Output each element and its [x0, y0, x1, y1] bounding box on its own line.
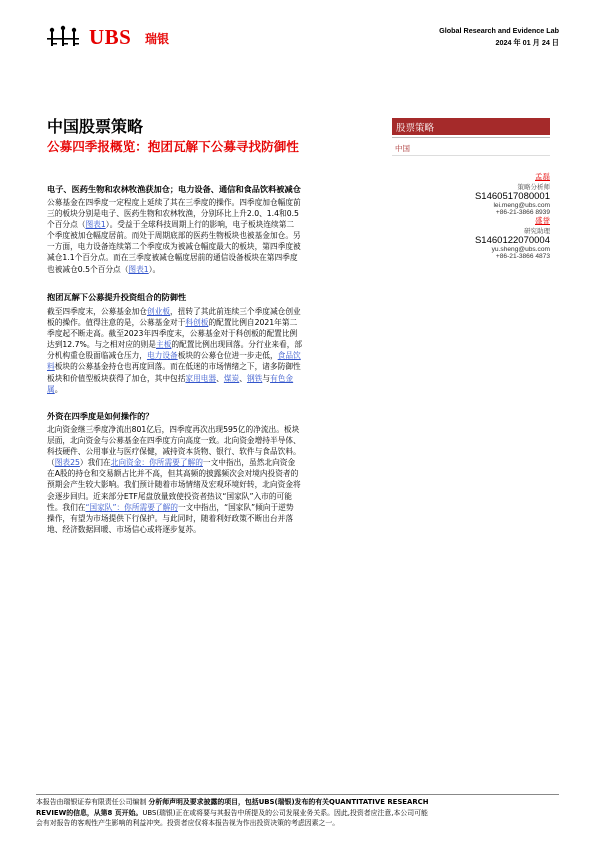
region-label: 中国	[395, 144, 410, 153]
inline-link[interactable]: 家用电器	[185, 373, 217, 383]
report-date: 2024 年 01 月 24 日	[495, 38, 559, 47]
inline-link[interactable]: 有色金	[270, 373, 294, 383]
disclaimer-bold: 分析师声明及要求披露的项目，包括UBS(瑞银)发布的有关QUANTITATIVE RESEARCH	[148, 798, 429, 806]
inline-link[interactable]: 煤炭	[223, 373, 240, 383]
text-line: 减仓1.1个百分点。而在三季度被减仓幅度居前的通信设备板块在第四季度	[47, 253, 298, 263]
disclaimer-bold: REVIEW的信息，从第8 页开始。	[36, 808, 143, 817]
inline-link[interactable]: 食品饮	[277, 351, 301, 361]
section-heading: 电子、医药生物和农林牧渔获加仓；电力设备、通信和食品饮料被减仓	[47, 184, 301, 194]
inline-link[interactable]: 创业板	[146, 307, 171, 316]
section-heading: 外资在四季度是如何操作的？	[47, 411, 154, 421]
category-tag	[392, 118, 550, 135]
text-line: 板块和价值型板块获得了加仓，其中包括家用电器、煤炭、钢铁与有色金	[47, 373, 294, 383]
text-line: 操作，有望为市场提供下行保护。与此同时，随着利好政策不断出台并落	[47, 513, 294, 523]
text-line: 会逐步回归。近来部分ETF尾盘放量致使投资者热议“国家队”入市的可能	[47, 491, 292, 501]
inline-link[interactable]: 图表25	[54, 458, 80, 468]
section-body	[47, 306, 352, 395]
section-body	[47, 197, 352, 275]
inline-link[interactable]: 钢铁	[246, 373, 263, 383]
analyst-email[interactable]: lei.meng@ubs.com	[493, 202, 550, 209]
analyst-phone: +86-21-3866 4873	[495, 253, 550, 260]
analyst-name[interactable]: 盛誉	[535, 216, 550, 225]
text-line: 在A股的持仓和交易额占比并不高，但其高频的披露频次会对境内投资者的	[47, 469, 299, 479]
analyst-card	[475, 215, 550, 260]
brand-name: UBS	[89, 25, 132, 49]
analyst-role: 研究助理	[524, 228, 550, 235]
brand-name-cn: 瑞银	[145, 32, 170, 46]
inline-link[interactable]: 图表1	[85, 220, 106, 230]
text-line: 性。我们在“国家队”：你所需要了解的一文中指出，“国家队”倾向于逆势	[47, 502, 294, 512]
text-line: 达到12.7%。与之相对应的则是主板的配置比例出现回落。分行业来看，部	[47, 340, 303, 350]
inline-link[interactable]: 科创板	[185, 318, 209, 328]
text-line: 季度起不断走高。截至2023年四季度末，公募基金对于科创板的配置比例	[47, 329, 298, 339]
inline-link[interactable]: 料	[47, 362, 55, 372]
research-lab-label: Global Research and Evidence Lab	[439, 26, 559, 35]
disclaimer-text: 本报告由瑞银证券有限责任公司编制	[36, 798, 149, 806]
text-line: 板的操作。值得注意的是，公募基金对于科创板的配置比例自2021年第二	[47, 318, 298, 328]
text-line: 科技硬件、公用事业与医疗保健，减持资本货物、银行、软件与食品饮料。	[47, 447, 301, 457]
divider	[392, 155, 550, 156]
inline-link[interactable]: 图表1	[128, 264, 149, 274]
text-line: 属。	[47, 384, 63, 394]
analyst-name[interactable]: 孟磊	[535, 172, 550, 181]
section-body	[47, 424, 352, 535]
text-line: 地、经济数据回暖、市场信心或将逐步复苏。	[47, 524, 201, 534]
footer-divider	[36, 794, 559, 795]
inline-link[interactable]: 北向资金：你所需要了解的	[110, 458, 203, 468]
section-heading: 抱团瓦解下公募提升投资组合的防御性	[47, 292, 187, 302]
text-line: 一方面，电力设备连续第二个季度成为被减仓幅度最大的板块，第四季度被	[47, 242, 301, 252]
analyst-card	[475, 171, 550, 216]
text-line: 个百分点（图表1）。受益于全球科技周期上行的影响，电子板块连续第二	[47, 220, 295, 230]
inline-link[interactable]: “国家队”：你所需要了解的	[85, 502, 178, 512]
text-line: 个季度被加仓幅度居前。而处于周期底部的医药生物板块也被基金加仓。另	[47, 231, 301, 241]
analyst-email[interactable]: yu.sheng@ubs.com	[491, 246, 550, 253]
text-line: 也被减仓0.5个百分点（图表1）。	[47, 264, 161, 274]
text-line: （图表25）我们在北向资金：你所需要了解的一文中指出，虽然北向资金	[47, 458, 296, 468]
category-tag-label: 股票策略	[396, 123, 435, 134]
report-title: 中国股票策略	[47, 117, 144, 136]
text-line: 层面，北向资金与公募基金在四季度方向高度一致。北向资金增持半导体、	[47, 436, 301, 446]
text-line: 公募基金在四季度一定程度上延续了其在三季度的操作。四季度加仓幅度前	[47, 198, 301, 207]
ubs-keys-icon	[44, 24, 82, 50]
analyst-role: 策略分析师	[517, 184, 550, 191]
text-line: 预期会产生较大影响。我们预计随着市场情绪及宏观环境好转，北向资金将	[47, 480, 301, 490]
text-line: 料板块的公募基金持仓也再度回落。而在低迷的市场情绪之下，诸多防御性	[47, 362, 301, 372]
text-line: 截至四季度末，公募基金加仓创业板，扭转了其此前连续三个季度减仓创业	[47, 307, 301, 316]
ubs-logo	[44, 24, 184, 52]
analyst-id: S1460517080001	[474, 191, 550, 202]
disclaimer-text: 会有对报告的客观性产生影响的利益冲突。投资者应仅将本报告视为作出投资决策的考虑因素之一。	[36, 819, 340, 827]
divider	[392, 137, 550, 138]
report-subtitle: 公募四季报概览：抱团瓦解下公募寻找防御性	[47, 139, 299, 154]
text-line: 三的板块分别是电子、医药生物和农林牧渔，分别环比上升2.0、1.4和0.5	[47, 209, 299, 219]
text-line: 北向资金继三季度净流出801亿后，四季度再次出现595亿的净流出。板块	[47, 425, 300, 434]
inline-link[interactable]: 属	[47, 384, 55, 394]
analyst-phone: +86-21-3866 8939	[495, 209, 550, 216]
inline-link[interactable]: 主板	[156, 340, 172, 350]
inline-link[interactable]: 电力设备	[146, 351, 178, 361]
analyst-id: S1460122070004	[474, 235, 550, 246]
disclaimer	[36, 797, 559, 829]
text-line: 分机构重仓股面临减仓压力，电力设备板块的公募仓位进一步走低，食品饮	[47, 351, 301, 361]
disclaimer-text: UBS(瑞银)正在或将要与其报告中所提及的公司发展业务关系。因此,投资者应注意,本公司可能	[142, 808, 428, 817]
